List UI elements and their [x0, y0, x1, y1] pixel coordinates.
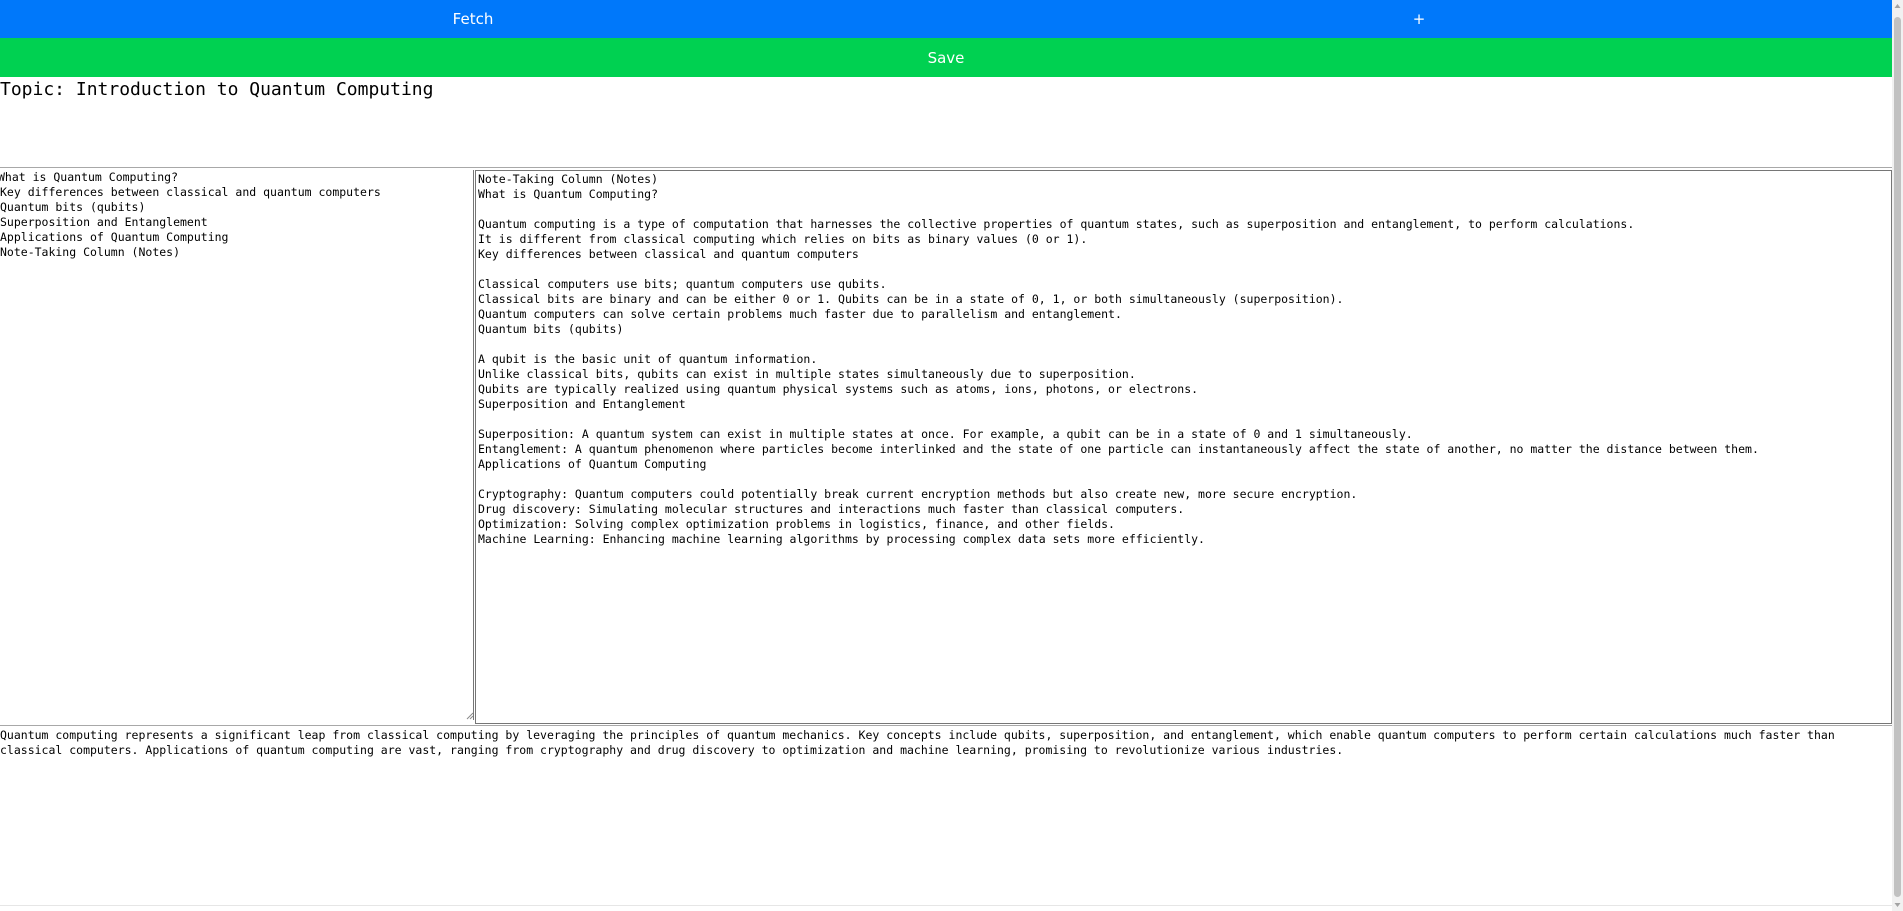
scrollbar-thumb[interactable]	[1894, 17, 1901, 897]
topic-field[interactable]	[0, 78, 1892, 168]
scroll-up-arrow-icon[interactable]	[1892, 0, 1903, 12]
notes-column-textarea[interactable]	[475, 170, 1892, 724]
top-toolbar	[0, 0, 1892, 38]
scroll-down-arrow-icon[interactable]	[1892, 899, 1903, 911]
bottom-divider	[0, 905, 1892, 906]
page-scrollbar[interactable]	[1892, 0, 1903, 911]
add-button[interactable]: +	[946, 0, 1892, 38]
save-button[interactable]: Save	[0, 38, 1892, 77]
cue-column-textarea[interactable]	[0, 170, 474, 720]
summary-textarea[interactable]	[0, 725, 1892, 905]
fetch-button[interactable]: Fetch	[0, 0, 946, 38]
